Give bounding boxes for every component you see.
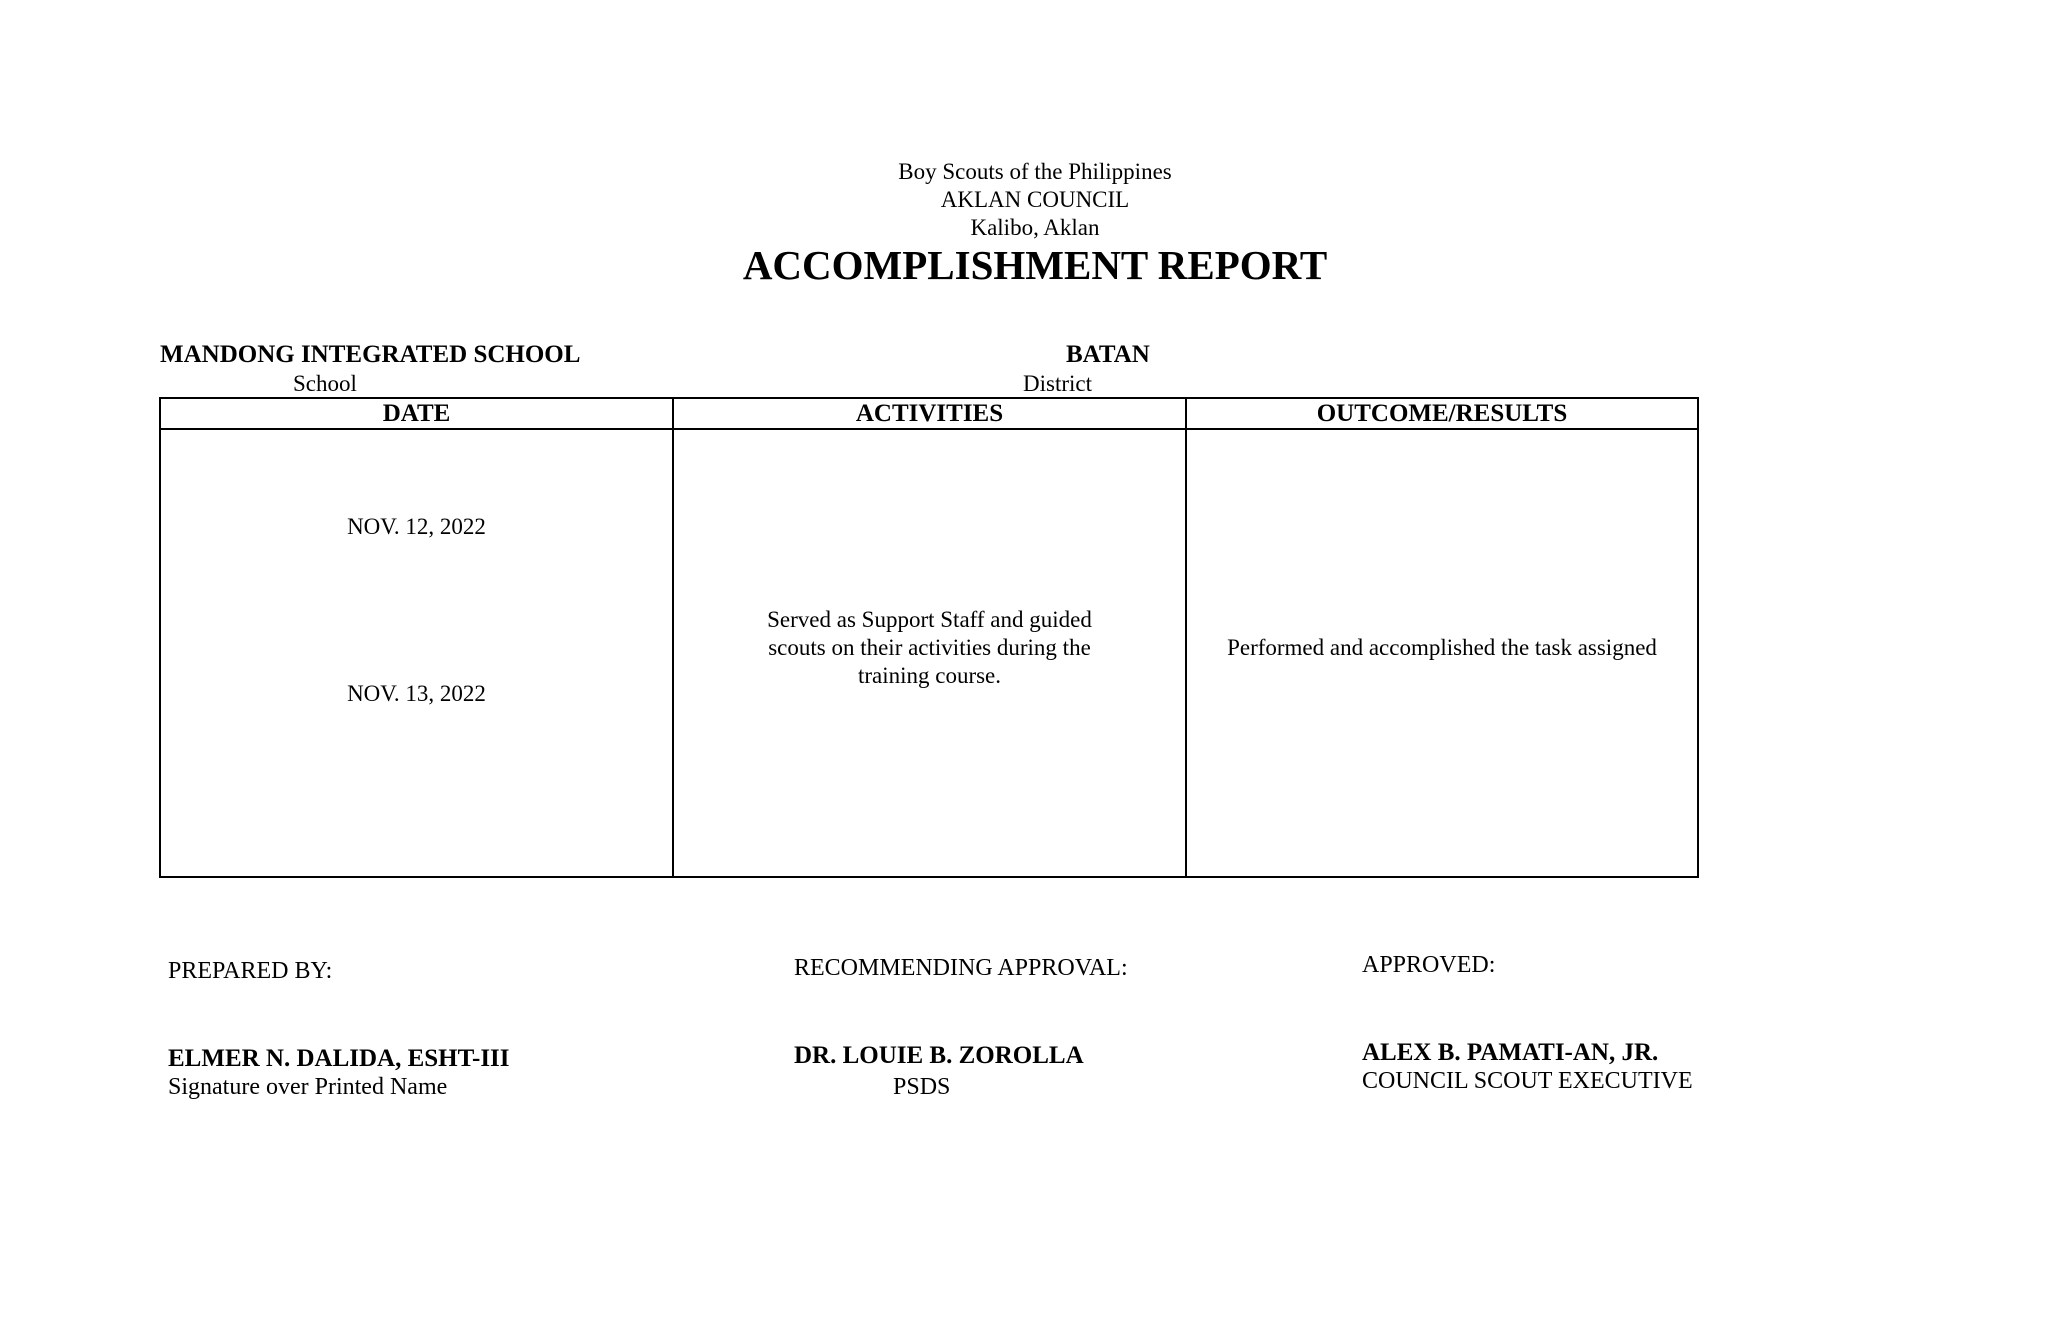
- recommending-approval-label: RECOMMENDING APPROVAL:: [794, 955, 1128, 981]
- district-value: BATAN: [1066, 341, 1150, 368]
- approved-name: ALEX B. PAMATI-AN, JR.: [1362, 1039, 1659, 1066]
- prepared-by-label: PREPARED BY:: [168, 958, 333, 984]
- approved-label: APPROVED:: [1362, 952, 1496, 978]
- approved-title: COUNCIL SCOUT EXECUTIVE: [1362, 1068, 1693, 1094]
- column-header-date: DATE: [160, 398, 673, 429]
- district-label: District: [1023, 371, 1092, 396]
- prepared-by-name: ELMER N. DALIDA, ESHT-III: [168, 1045, 510, 1072]
- table-row: [160, 429, 1698, 877]
- school-label: School: [293, 371, 357, 396]
- prepared-by-title: Signature over Printed Name: [168, 1074, 448, 1100]
- recommending-approval-name: DR. LOUIE B. ZOROLLA: [794, 1042, 1084, 1069]
- table-header-row: [160, 398, 1698, 429]
- date-1: NOV. 12, 2022: [347, 514, 486, 539]
- outcome-text: Performed and accomplished the task assigned: [1227, 635, 1657, 660]
- page-title: ACCOMPLISHMENT REPORT: [742, 242, 1328, 288]
- activities-cell: [673, 429, 1186, 877]
- accomplishment-table: [159, 397, 1699, 878]
- activities-text: Served as Support Staff and guided scouts on their activities during the training course.: [767, 607, 1092, 688]
- date-cell: [160, 429, 673, 877]
- outcome-cell: [1186, 429, 1698, 877]
- column-header-outcome: OUTCOME/RESULTS: [1186, 398, 1698, 429]
- recommending-approval-title: PSDS: [893, 1074, 951, 1100]
- date-2: NOV. 13, 2022: [347, 681, 486, 706]
- org-name: Boy Scouts of the Philippines: [898, 159, 1172, 184]
- column-header-activities: ACTIVITIES: [673, 398, 1186, 429]
- council-location: Kalibo, Aklan: [970, 215, 1100, 240]
- school-value: MANDONG INTEGRATED SCHOOL: [160, 341, 581, 368]
- council-name: AKLAN COUNCIL: [940, 187, 1130, 212]
